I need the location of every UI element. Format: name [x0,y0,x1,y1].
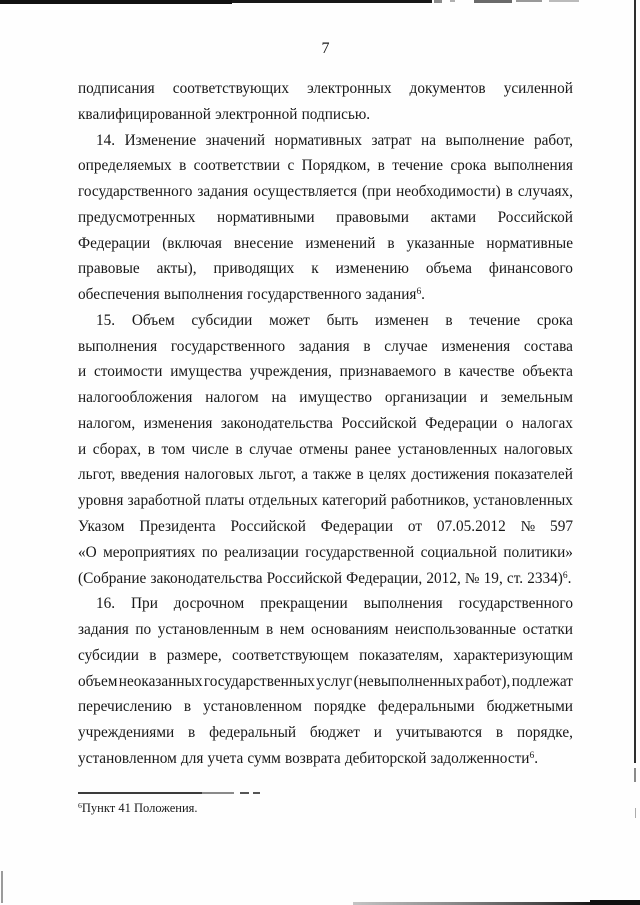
text-line: 15. Объем субсидии может быть изменен в течение срока [96,311,573,329]
footnote-separator [202,792,234,794]
text-line: и стоимости имущества учреждения, признаваемого в качестве объекта [78,363,573,381]
text-line: 16. При досрочном прекращении выполнения государственного [96,595,573,613]
scan-artifact-top-bar [232,0,432,3]
text-line: задания по установленным в нем основаниям неиспользованные остатки [78,621,573,639]
footnote-separator [78,792,202,794]
scan-artifact-top-bar [474,0,512,3]
text-line: налогом, изменения законодательства Российской Федерации о налогах [78,414,573,432]
footnote-separator-dash [240,792,260,794]
text-line: определяемых в соответствии с Порядком, в течение срока выполнения [78,157,573,175]
text-line: подписания соответствующих электронных документов усиленной [78,80,573,97]
text-line: квалифицированной электронной подписью. [78,105,371,123]
text-line: учреждениями в федеральный бюджет и учитываются в порядке, [78,724,573,742]
text-line: объем неоказанных государственных услуг (невыполненных работ), подлежат [78,672,573,690]
text-line: предусмотренных нормативными правовыми актами Российской [78,208,573,226]
text-line: налогообложения налогом на имущество организации и земельным [78,389,573,407]
text-line: субсидии в размере, соответствующем показателям, характеризующим [78,646,573,664]
scan-artifact-top-bar [450,0,455,2]
scan-artifact-right-line [634,768,636,782]
text-line: установленном для учета сумм возврата дебиторской задолженности$^6$. [78,749,539,767]
scan-artifact-right-line [635,808,636,818]
document-body [78,79,573,775]
text-line: обеспечения выполнения государственного задания$^6$. [78,286,425,304]
scan-artifact-top-bar [549,0,579,2]
text-line: правовые акты), приводящих к изменению объема финансового [78,260,573,278]
text-line: перечислению в установленном порядке федеральными бюджетными [78,698,573,716]
text-line: Указом Президента Российской Федерации от 07.05.2012 № 597 [78,518,573,536]
text-line: государственного задания осуществляется (при необходимости) в случаях, [78,183,573,201]
page-number: 7 [321,40,330,57]
text-line: 14. Изменение значений нормативных затрат на выполнение работ, [96,131,573,149]
scan-artifact-top-bar [0,0,232,4]
text-line: уровня заработной платы отдельных категорий работников, установленных [78,492,573,510]
footnote-text: $^6$Пункт 41 Положения. [78,801,198,815]
text-line: и сборах, в том числе в случае отмены ранее установленных налоговых [78,440,573,458]
scan-artifact-top-bar [516,0,542,2]
text-line: (Собрание законодательства Российской Федерации, 2012, № 19, ст. 2334)$^6$. [78,569,572,587]
scan-artifact-top-bar [434,0,442,3]
text-line: льгот, введения налоговых льгот, а также в целях достижения показателей [78,466,573,484]
text-line: Федерации (включая внесение изменений в указанные нормативные [78,234,573,252]
text-line: «О мероприятиях по реализации государственной социальной политики» [78,543,573,561]
scan-artifact-left-line [1,871,3,903]
scan-artifact-right-line [634,0,636,763]
scan-artifact-bottom-bar [590,900,640,905]
text-line: выполнения государственного задания в случае изменения состава [78,337,573,355]
